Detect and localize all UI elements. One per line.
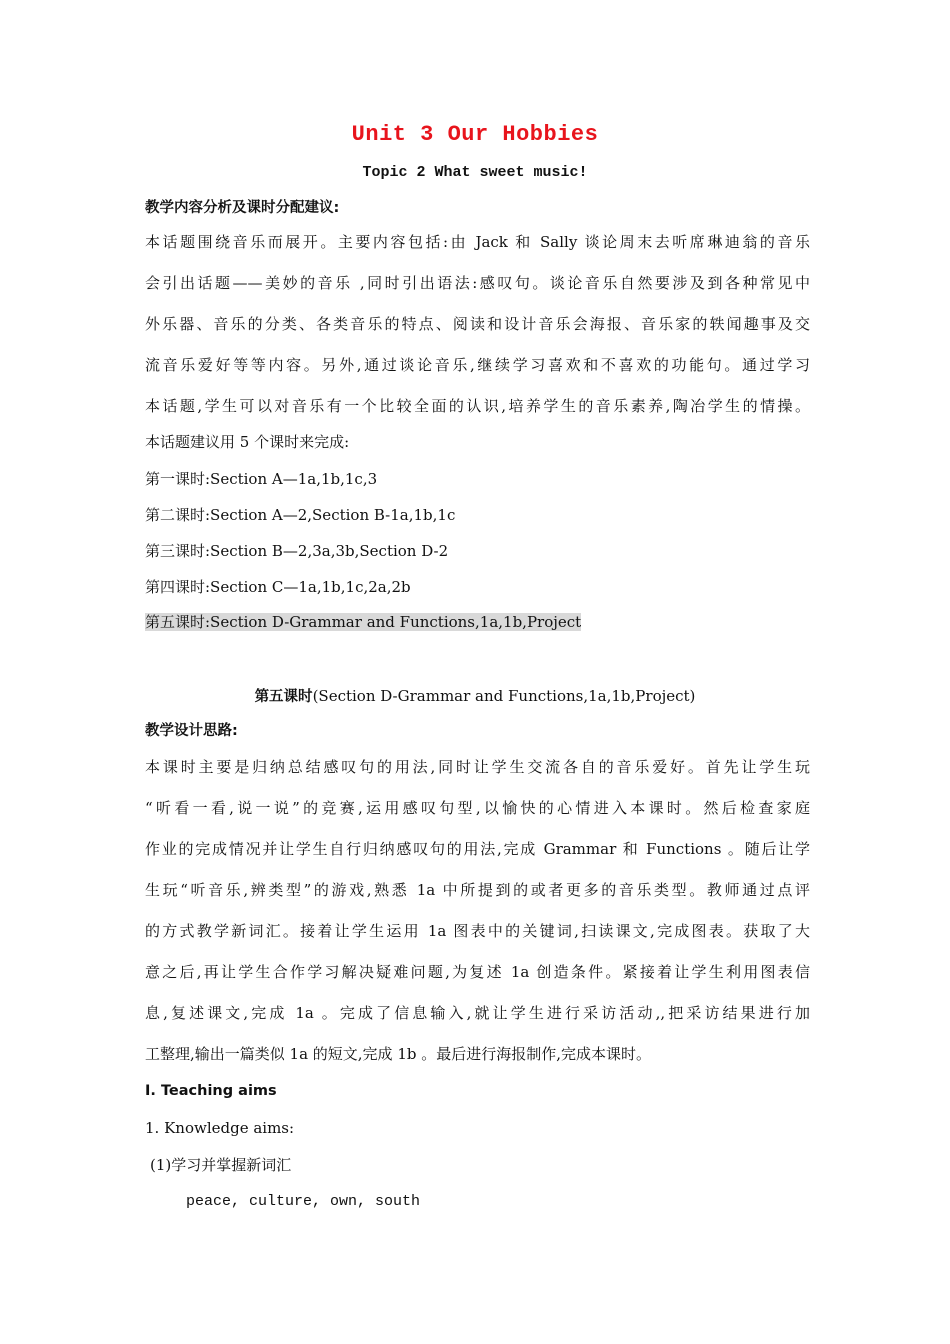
lesson-item: 第三课时:Section B—2,3a,3b,Section D-2 [145, 542, 449, 560]
vocab-words: peace, culture, own, south [186, 1193, 421, 1210]
design-paragraph-line: 意之后,再让学生合作学习解决疑难问题,为复述 1a 创造条件。紧接着让学生利用图表信 [145, 963, 810, 981]
topic-subtitle: Topic 2 What sweet music! [362, 164, 588, 181]
analysis-paragraph-line: 会引出话题——美妙的音乐 ,同时引出语法:感叹句。谈论音乐自然要涉及到各种常见中 [145, 274, 810, 292]
design-paragraph-line: 本课时主要是归纳总结感叹句的用法,同时让学生交流各自的音乐爱好。首先让学生玩 [145, 758, 810, 776]
design-paragraph-line: “听看一看,说一说”的竞赛,运用感叹句型,以愉快的心情进入本课时。然后检查家庭 [145, 799, 810, 817]
analysis-paragraph-line: 流音乐爱好等等内容。另外,通过谈论音乐,继续学习喜欢和不喜欢的功能句。通过学习 [145, 356, 810, 374]
highlighted-lesson-text: 第五课时:Section D-Grammar and Functions,1a,1b,Project [145, 613, 582, 631]
unit-title: Unit 3 Our Hobbies [351, 122, 599, 147]
lesson5-heading-detail: (Section D-Grammar and Functions,1a,1b,Project) [312, 687, 696, 705]
lesson-count-suggestion: 本话题建议用 5 个课时来完成: [145, 433, 350, 451]
analysis-paragraph-line: 本话题围绕音乐而展开。主要内容包括:由 Jack 和 Sally 谈论周末去听席琳迪翁的音乐 [145, 233, 810, 251]
design-paragraph-line: 的方式教学新词汇。接着让学生运用 1a 图表中的关键词,扫读课文,完成图表。获取了大 [145, 922, 810, 940]
teaching-aims-heading: Ⅰ. Teaching aims [145, 1083, 277, 1099]
design-paragraph-line: 作业的完成情况并让学生自行归纳感叹句的用法,完成 Grammar 和 Functions 。随后让学 [145, 840, 810, 858]
analysis-heading: 教学内容分析及课时分配建议: [145, 200, 340, 216]
design-paragraph-line: 息,复述课文,完成 1a 。完成了信息输入,就让学生进行采访活动,,把采访结果进行加 [145, 1004, 810, 1022]
knowledge-aims: 1. Knowledge aims: [145, 1119, 295, 1137]
vocab-item: (1)学习并掌握新词汇 [150, 1156, 292, 1174]
lesson-item: 第二课时:Section A—2,Section B-1a,1b,1c [145, 506, 456, 524]
lesson5-heading-label: 第五课时 [254, 689, 313, 705]
lesson-item: 第四课时:Section C—1a,1b,1c,2a,2b [145, 578, 411, 596]
design-paragraph-line: 生玩“听音乐,辨类型”的游戏,熟悉 1a 中所提到的或者更多的音乐类型。教师通过点评 [145, 881, 810, 899]
design-paragraph-line: 工整理,输出一篇类似 1a 的短文,完成 1b 。最后进行海报制作,完成本课时。 [145, 1045, 652, 1063]
lesson-item: 第一课时:Section A—1a,1b,1c,3 [145, 470, 378, 488]
lesson5-heading [0, 686, 950, 707]
analysis-paragraph-line: 本话题,学生可以对音乐有一个比较全面的认识,培养学生的音乐素养,陶冶学生的情操。 [145, 397, 810, 415]
analysis-paragraph-line: 外乐器、音乐的分类、各类音乐的特点、阅读和设计音乐会海报、音乐家的轶闻趣事及交 [145, 315, 810, 333]
lesson-item-highlighted [145, 612, 581, 632]
design-heading: 教学设计思路: [145, 723, 238, 739]
